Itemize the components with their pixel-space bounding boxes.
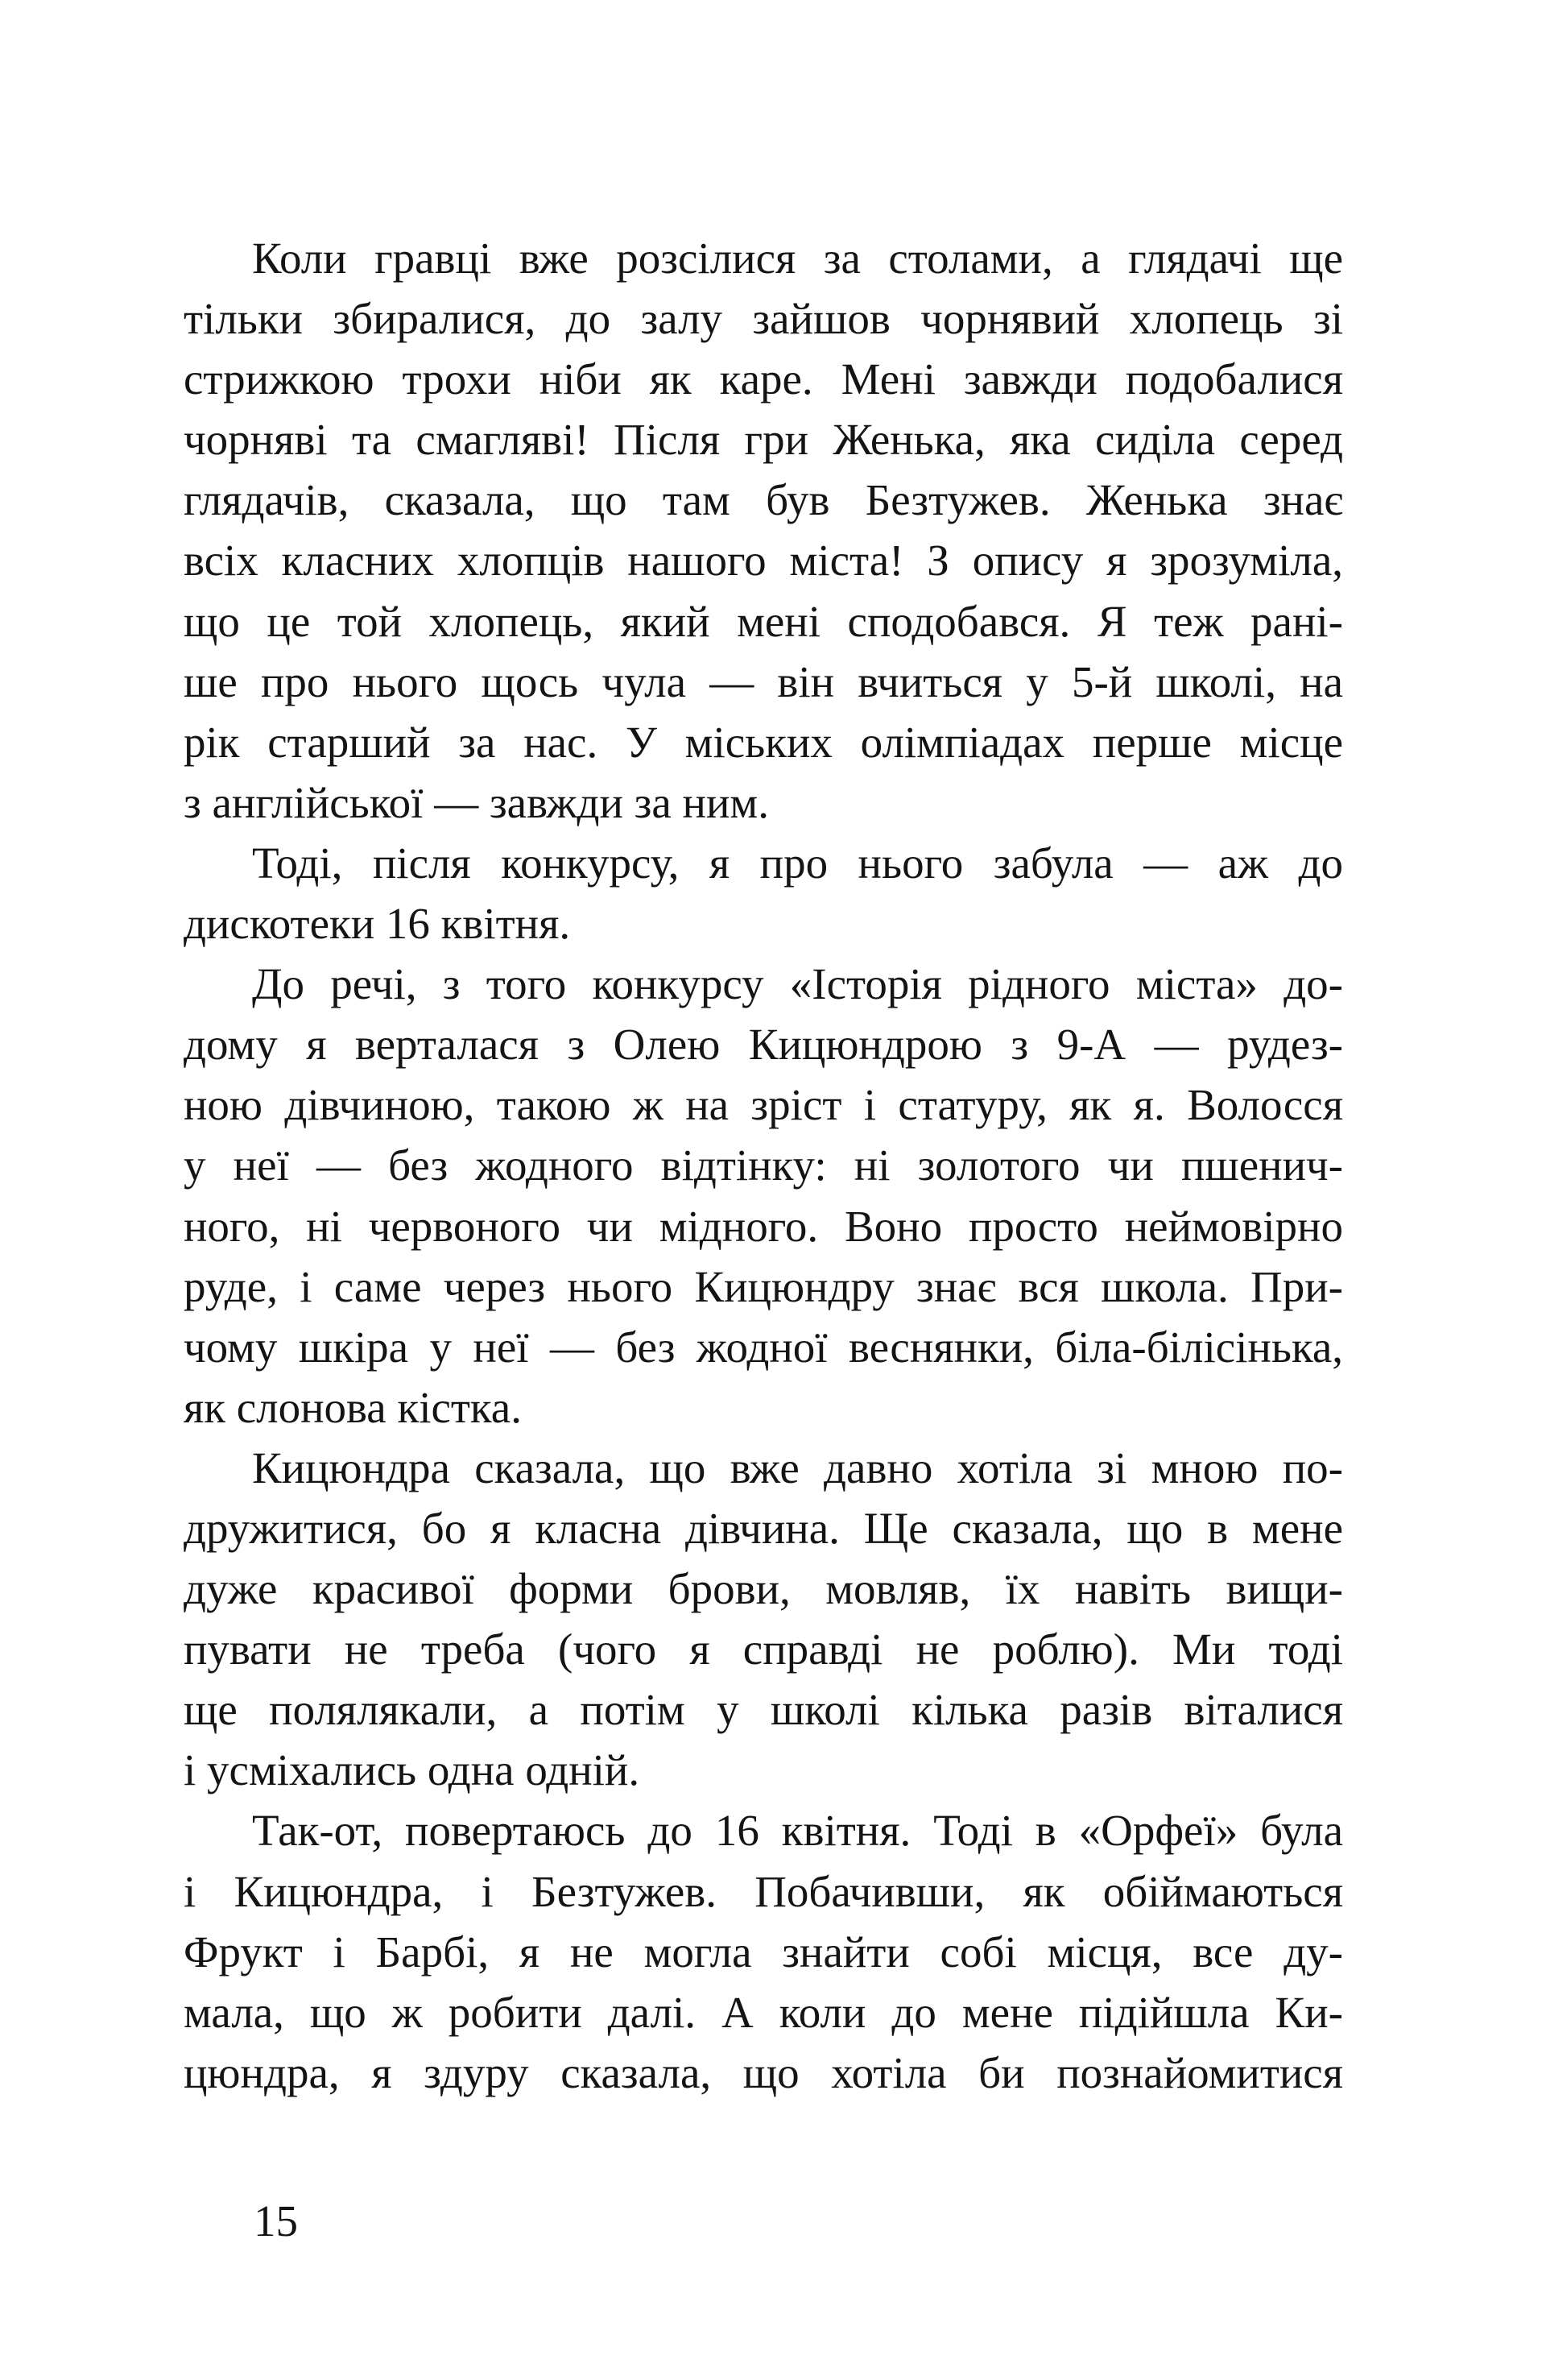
paragraph-2 [184, 833, 1343, 954]
text-line: Кицюндра сказала, що вже давно хотіла зі мною по- [252, 1442, 1343, 1492]
text-line: дружитися, бо я класна дівчина. Ще сказала, що в мене [184, 1503, 1343, 1553]
text-line: Так-от, повертаюсь до 16 квітня. Тоді в «Орфеї» була [252, 1806, 1343, 1856]
text-line: пувати не треба (чого я справді не роблю). Ми тоді [184, 1625, 1343, 1674]
text-line: дискотеки 16 квітня. [184, 899, 571, 949]
text-line: дуже красивої форми брови, мовляв, їх навіть вищи- [184, 1564, 1343, 1614]
text-line: глядачів, сказала, що там був Безтужев. Женька знає [184, 475, 1343, 525]
text-line: цюндра, я здуру сказала, що хотіла би познайомитися [184, 2047, 1343, 2097]
paragraph-5 [184, 1800, 1343, 2102]
text-line: ще полялякали, а потім у школі кілька разів віталися [184, 1685, 1343, 1735]
text-line: що це той хлопець, який мені сподобався. Я теж рані- [184, 596, 1343, 646]
paragraph-4 [184, 1438, 1343, 1801]
text-line: і усміхались одна одній. [184, 1745, 640, 1795]
text-line: всіх класних хлопців нашого міста! З опису я зрозуміла, [184, 536, 1343, 586]
text-line: Фрукт і Барбі, я не могла знайти собі місця, все ду- [184, 1927, 1343, 1976]
text-line: у неї — без жодного відтінку: ні золотого чи пшенич- [184, 1140, 1343, 1190]
text-line: Тоді, після конкурсу, я про нього забула — аж до [252, 838, 1343, 888]
text-line: ною дівчиною, такою ж на зріст і статуру, як я. Волосся [184, 1080, 1343, 1130]
page-number: 15 [254, 2196, 298, 2245]
text-line: рік старший за нас. У міських олімпіадах перше місце [184, 717, 1343, 767]
text-line: як слонова кістка. [184, 1382, 522, 1432]
text-line: з англійської — завжди за ним. [184, 777, 769, 827]
text-line: руде, і саме через нього Кицюндру знає вся школа. При- [184, 1261, 1343, 1311]
paragraph-1 [184, 228, 1343, 833]
text-line: чорняві та смагляві! Після гри Женька, яка сиділа серед [184, 415, 1343, 465]
text-line: Коли гравці вже розсілися за столами, а глядачі ще [252, 234, 1343, 283]
text-line: чому шкіра у неї — без жодної веснянки, біла-білісінька, [184, 1322, 1343, 1372]
text-line: дому я верталася з Олею Кицюндрою з 9-А — рудез- [184, 1020, 1343, 1070]
text-line: До речі, з того конкурсу «Історія рідного міста» до- [252, 959, 1343, 1009]
text-line: ного, ні червоного чи мідного. Воно просто неймовірно [184, 1201, 1343, 1251]
text-line: ше про нього щось чула — він вчиться у 5-й школі, на [184, 656, 1343, 706]
text-line: і Кицюндра, і Безтужев. Побачивши, як обіймаються [184, 1866, 1343, 1916]
text-line: тільки збиралися, до залу зайшов чорнявий хлопець зі [184, 294, 1343, 344]
text-line: стрижкою трохи ніби як каре. Мені завжди подобалися [184, 354, 1343, 404]
body-text [184, 228, 1343, 2103]
text-line: мала, що ж робити далі. А коли до мене підійшла Ки- [184, 1987, 1343, 2037]
paragraph-3 [184, 954, 1343, 1438]
